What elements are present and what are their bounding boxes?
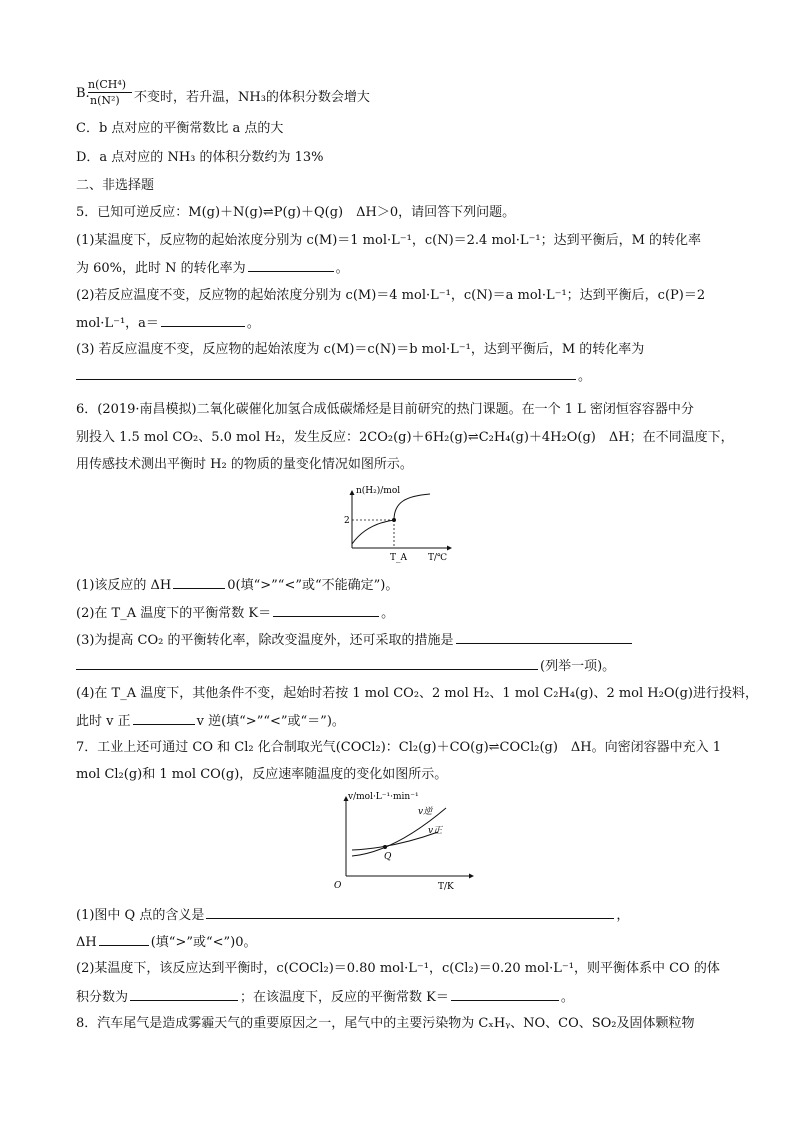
q6-part2-text: (2)在 T_A 温度下的平衡常数 K＝: [76, 606, 272, 621]
q6-y-arrow: [350, 490, 355, 495]
q5-part2-end: 。: [246, 316, 260, 331]
q7-ylabel: v/mol·L⁻¹·min⁻¹: [348, 792, 419, 802]
q7-stem-line2: mol Cl₂(g)和 1 mol CO(g)，反应速率随温度的变化如图所示。: [76, 767, 448, 782]
q5-part1-line1: (1)某温度下，反应物的起始浓度分别为 c(M)＝1 mol·L⁻¹，c(N)＝2.4 mol·L⁻¹；达到平衡后，M 的转化率: [76, 233, 702, 248]
q5-part2-line2: [76, 314, 260, 332]
q5-part3-line1: (3) 若反应温度不变，反应物的起始浓度为 c(M)＝c(N)＝b mol·L⁻¹，达到平衡后，M 的转化率为: [76, 342, 645, 357]
q5-part2-answer-blank[interactable]: [161, 314, 245, 327]
q6-x-arrow: [447, 546, 452, 551]
q5-part1-answer-blank[interactable]: [248, 259, 334, 272]
q6-part4-text: 此时 v 正: [76, 714, 131, 729]
q4-option-c: C．b 点对应的平衡常数比 a 点的大: [76, 121, 284, 136]
q6-part4-line1: (4)在 T_A 温度下，其他条件不变，起始时若按 1 mol CO₂、2 mol H₂、1 mol C₂H₄(g)、2 mol H₂O(g)进行投料，: [76, 686, 758, 701]
q6-part1-answer-blank[interactable]: [173, 576, 225, 589]
q5-part1-line2: [76, 259, 349, 277]
q6-part4-end: v 逆(填“>”“<”或“＝”)。: [196, 714, 345, 729]
q7-part1-line1: [76, 906, 629, 924]
q7-part1b-text: ΔH: [76, 935, 97, 950]
q7-part2-line2: [76, 988, 574, 1006]
q6-part4-answer-blank[interactable]: [133, 712, 195, 725]
fraction-denominator: n(N²): [90, 94, 120, 107]
q6-ylabel: n(H₂)/mol: [356, 486, 401, 496]
q5-part1-end: 。: [335, 261, 349, 276]
q7-curve-forward: [352, 832, 438, 850]
q7-part2-text: 积分数为: [76, 990, 129, 1005]
q6-part2-end: 。: [381, 606, 395, 621]
q6-part2: [76, 604, 394, 622]
q6-part3-line2: [76, 657, 615, 675]
q7-point-q: [383, 845, 387, 849]
q7-point-label: Q: [384, 852, 392, 862]
q5-part3-line2: [76, 367, 591, 385]
q7-stem-line1: 7．工业上还可通过 CO 和 Cl₂ 化合制取光气(COCl₂)：Cl₂(g)＋CO(g)⇌COCl₂(g) ΔH。向密闭容器中充入 1: [76, 740, 722, 755]
q6-part3-line1: [76, 631, 634, 649]
q7-x-arrow: [469, 874, 474, 879]
q7-series-label-2: v正: [428, 826, 443, 836]
q6-xtick: T_A: [390, 553, 408, 563]
q7-part2-answer-blank-a[interactable]: [130, 988, 238, 1001]
q7-part2-line1: (2)某温度下，该反应达到平衡时，c(COCl₂)＝0.80 mol·L⁻¹，c(Cl₂)＝0.20 mol·L⁻¹，则平衡体系中 CO 的体: [76, 961, 720, 976]
q6-curve-low: [352, 520, 394, 544]
option-b-label: B.: [76, 86, 90, 101]
q5-part3-end: 。: [578, 369, 592, 384]
q6-stem-line2: 别投入 1.5 mol CO₂、5.0 mol H₂，发生反应：2CO₂(g)＋6H₂(g)⇌C₂H₄(g)＋4H₂O(g) ΔH；在不同温度下，: [76, 430, 734, 445]
q7-figure: [334, 790, 484, 894]
q7-part1b-end: (填“>”或“<”)0。: [150, 935, 257, 950]
fraction-bar: [88, 92, 132, 93]
q6-part1: [76, 576, 398, 594]
q7-part1-text: (1)图中 Q 点的含义是: [76, 908, 205, 923]
q5-part1-text: 为 60%，此时 N 的转化率为: [76, 261, 246, 276]
q5-part2-text: mol·L⁻¹，a＝: [76, 316, 159, 331]
q7-series-label-1: v逆: [418, 807, 433, 817]
option-b-text: 不变时，若升温，NH₃的体积分数会增大: [134, 90, 370, 105]
q8-stem-line1: 8．汽车尾气是造成雾霾天气的重要原因之一，尾气中的主要污染物为 CₓHᵧ、NO、CO、SO₂及固体颗粒物: [76, 1016, 695, 1031]
q7-part1-end: ，: [616, 908, 630, 923]
q6-ytick: 2: [344, 516, 350, 526]
fraction-numerator: n(CH⁴): [88, 78, 127, 91]
q5-stem: 5．已知可逆反应：M(g)＋N(g)⇌P(g)＋Q(g) ΔH＞0，请回答下列问题。: [76, 205, 516, 220]
q6-part3-text: (3)为提高 CO₂ 的平衡转化率，除改变温度外，还可采取的措施是: [76, 633, 454, 648]
q7-part2-mid: ；在该温度下，反应的平衡常数 K＝: [240, 990, 449, 1005]
q6-stem-line3: 用传感技术测出平衡时 H₂ 的物质的量变化情况如图所示。: [76, 457, 413, 472]
q6-part4-line2: [76, 712, 345, 730]
q6-xlabel: T/℃: [428, 553, 448, 563]
q7-part2-end: 。: [560, 990, 574, 1005]
q7-part1-answer-blank[interactable]: [206, 906, 614, 919]
q7-part2-answer-blank-b[interactable]: [451, 988, 559, 1001]
q6-point: [392, 518, 396, 522]
q6-curve-high: [394, 494, 430, 520]
q7-xlabel: T/K: [438, 882, 454, 892]
q5-part2-line1: (2)若反应温度不变，反应物的起始浓度分别为 c(M)＝4 mol·L⁻¹，c(N)＝a mol·L⁻¹；达到平衡后，c(P)＝2: [76, 288, 706, 303]
q6-figure: [336, 484, 460, 568]
q6-part3-end: (列举一项)。: [540, 659, 616, 674]
q6-part1-text: (1)该反应的 ΔH: [76, 578, 172, 593]
q4-option-d: D．a 点对应的 NH₃ 的体积分数约为 13%: [76, 150, 324, 165]
q6-stem-line1: 6．(2019·南昌模拟)二氧化碳催化加氢合成低碳烯烃是目前研究的热门课题。在一个 1 L 密闭恒容容器中分: [76, 402, 694, 417]
section-heading: 二、非选择题: [76, 178, 155, 193]
q7-part1b-answer-blank[interactable]: [99, 933, 149, 946]
q5-part3-answer-blank[interactable]: [76, 367, 576, 380]
q6-part3-answer-blank-a[interactable]: [456, 631, 632, 644]
q6-part1-end: 0(填“>”“<”或“不能确定”)。: [227, 578, 399, 593]
q7-part1-line2: [76, 933, 257, 951]
q6-part2-answer-blank[interactable]: [273, 604, 379, 617]
q7-origin-label: O: [334, 881, 342, 891]
q6-part3-answer-blank-b[interactable]: [76, 657, 538, 670]
